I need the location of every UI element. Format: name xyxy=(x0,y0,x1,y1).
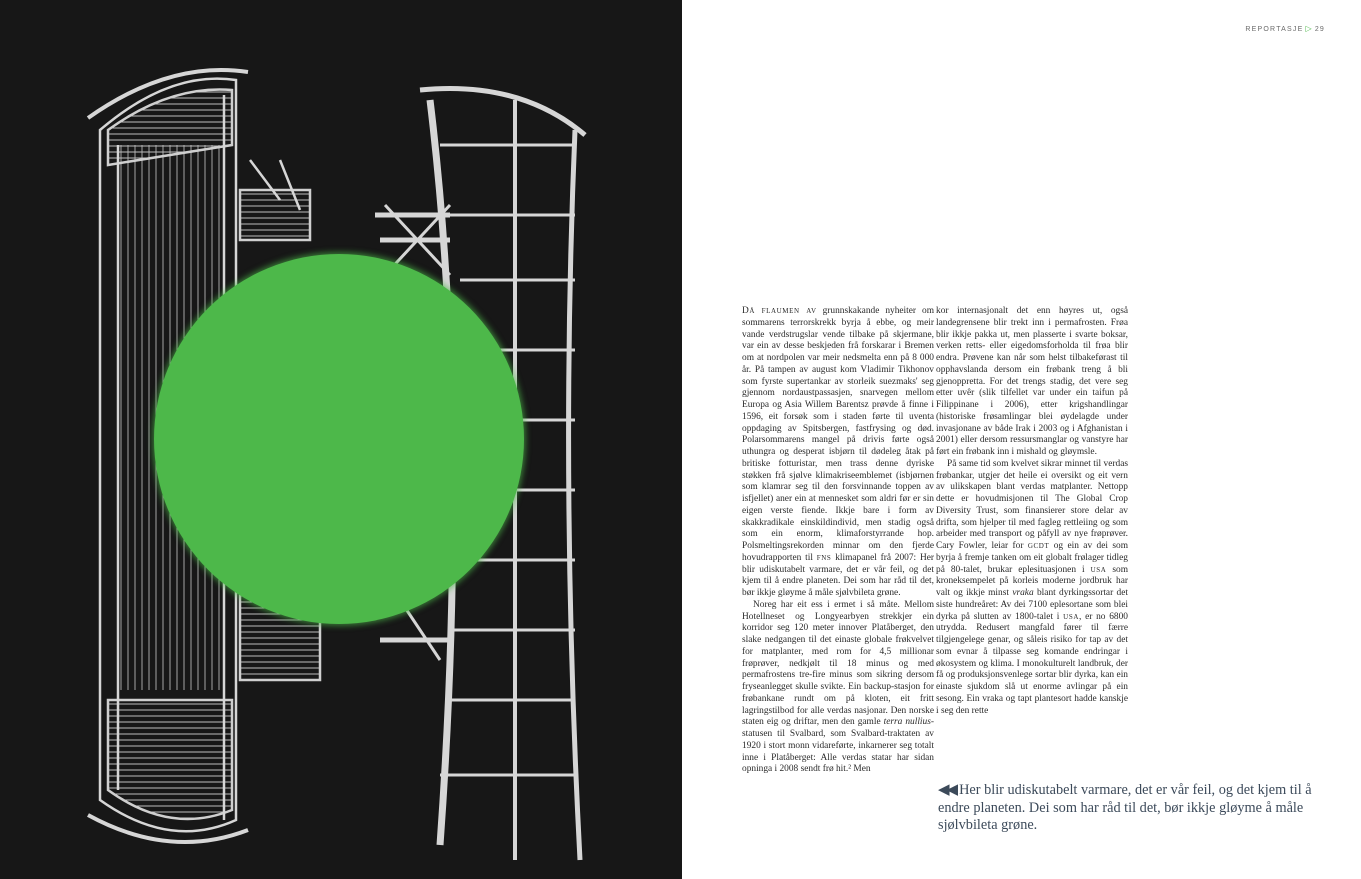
section-label: REPORTASJE xyxy=(1245,26,1304,33)
paragraph: Då flaumen av grunnskakande nyheiter om sommarens terrorskrekk byrja å ebbe, og meir vande verdstrugslar vende tilbake på skjermane, var ein av desse beskjeden frå forskarar i Bremen om at nordpolen var meir nedsmelta enn på 8 000 år. På tampen av august kom Vladimir Tikhonov som fyrste supertankar av storleik suezmaks' seg gjennom nordaustpassasjen, snarvegen mellom Europa og Asia Willem Barentsz prøvde å finne i 1596, eit forsøk som i staden førte til uventa oppdaging av Spitsbergen, fastfrysing og død. Polarsommarens mangel på drivis førte også uthungra og desperat isbjørn til dødeleg åtak på britiske fotturistar, men trass denne dyriske støkken frå sjølve klimakriseemblemet (isbjørnen som klamrar seg til den forsvinnande toppen av isfjellet) aner ein at mennesket som aldri før er sin eigen verste fiende. Ikkje bare i form av skakkradikale einskildindivid, men stadig også som ein enorm, klimaforstyrrande hop. Polsmeltingsrekorden minnar om den fjerde hovudrapporten til fns klimapanel frå 2007: Her blir udiskutabelt varmare, det er vår feil, og det kjem til å endre planeten. Dei som har råd til det, bør ikkje gløyme å måle sjølvbileta grøne. xyxy=(742,306,934,598)
page-folio xyxy=(1180,24,1325,33)
page-number: 29 xyxy=(1314,26,1325,33)
paragraph: Noreg har eit ess i ermet i så måte. Mellom Hotellneset og Longyearbyen strekkjer ein korridor seg 120 meter innover Platåberget, den slake nedgangen til det einaste globale frøkvelvet for matplanter, med rom for 4,5 millionar frøprøver, nedkjølt til 18 minus og med permafrostens tre-fire minus som sikring dersom fryseanlegget skulle svikte. Ein backup-stasjon for frøbankane rundt om på kloten, eit fritt lagringstilbod for alle verdas nasjonar. Den norske staten eig og driftar, men den gamle terra nullius-statusen til Svalbard, som Svalbard-traktaten av 1920 i stort monn vidareførte, inkarnerer seg totalt inne i Platåberget: Alle verdas statar har sidan opninga i 2008 sendt frø hit.² Men xyxy=(742,599,934,775)
text-column-right xyxy=(936,306,1128,717)
arrow-icon: ▷ xyxy=(1305,24,1313,33)
lead-in: Då flaumen av xyxy=(742,306,817,316)
paragraph: På same tid som kvelvet sikrar minnet til verdas frøbankar, utgjer det heile ei oversikt og eit vern av ulikskapen blant verdas matplanter. Nettopp dette er hovudmisjonen til The Global Crop Diversity Trust, som finansierer store delar av drifta, som hjelper til med fagleg rettleiing og som arbeider med transport og påfyll av nye frøprøver. Cary Fowler, leiar for gcdt og ein av dei som byrja å fremje tanken om eit globalt frølager tidleg på 80-talet, brukar eplesituasjonen i usa som kroneksempelet på korleis moderne jordbruk har valt og ikkje minst vraka blant dyrkingssortar det siste hundreåret: Av dei 7100 eplesortane som blei dyrka på slutten av 1800-talet i usa, er no 6800 utrydda. Redusert mangfald fører til færre tilgjengelege genar, og såleis risiko for tap av det som evnar å tilpasse seg komande endringar i økosystem og klima. I monokulturelt landbruk, der få og produksjonsvenlege sortar blir dyrka, kan ein einaste sjukdom slå ut enorme avlingar på ein sesong. Ein vraka og tapt plantesort hadde kanskje i seg den rette xyxy=(936,458,1128,716)
green-circle-overlay xyxy=(154,254,524,624)
paragraph: kor internasjonalt det enn høyres ut, også landegrensene blir trekt inn i permafrosten. Frøa blir ikkje pakka ut, men plasserte i svarte boksar, verken retts- eller eigedomsforholda til frøa blir endra. Prøvene kan når som helst tilbakeførast til opphavslanda dersom ein frøbank treng å bli gjenoppretta. For det trengs stadig, det vere seg etter uvêr (slik tilfellet var under ein taifun på Filippinane i 2006), etter krigshandlingar (historiske frøsamlingar blei øydelagde under invasjonane av både Irak i 2003 og i Afghanistan i 2001) eller dersom ressursmanglar og vanstyre har ført ein frøbank inn i mishald og gløymsle. xyxy=(936,306,1128,457)
pull-quote-text: Her blir udiskutabelt varmare, det er vår feil, og det kjem til å endre planeten. Dei som har råd til det, bør ikkje gløyme å måle sjølvbileta grøne. xyxy=(938,782,1312,833)
pull-quote xyxy=(938,782,1314,835)
double-arrow-icon: ◀◀ xyxy=(938,782,956,798)
text-column-left xyxy=(742,306,934,776)
